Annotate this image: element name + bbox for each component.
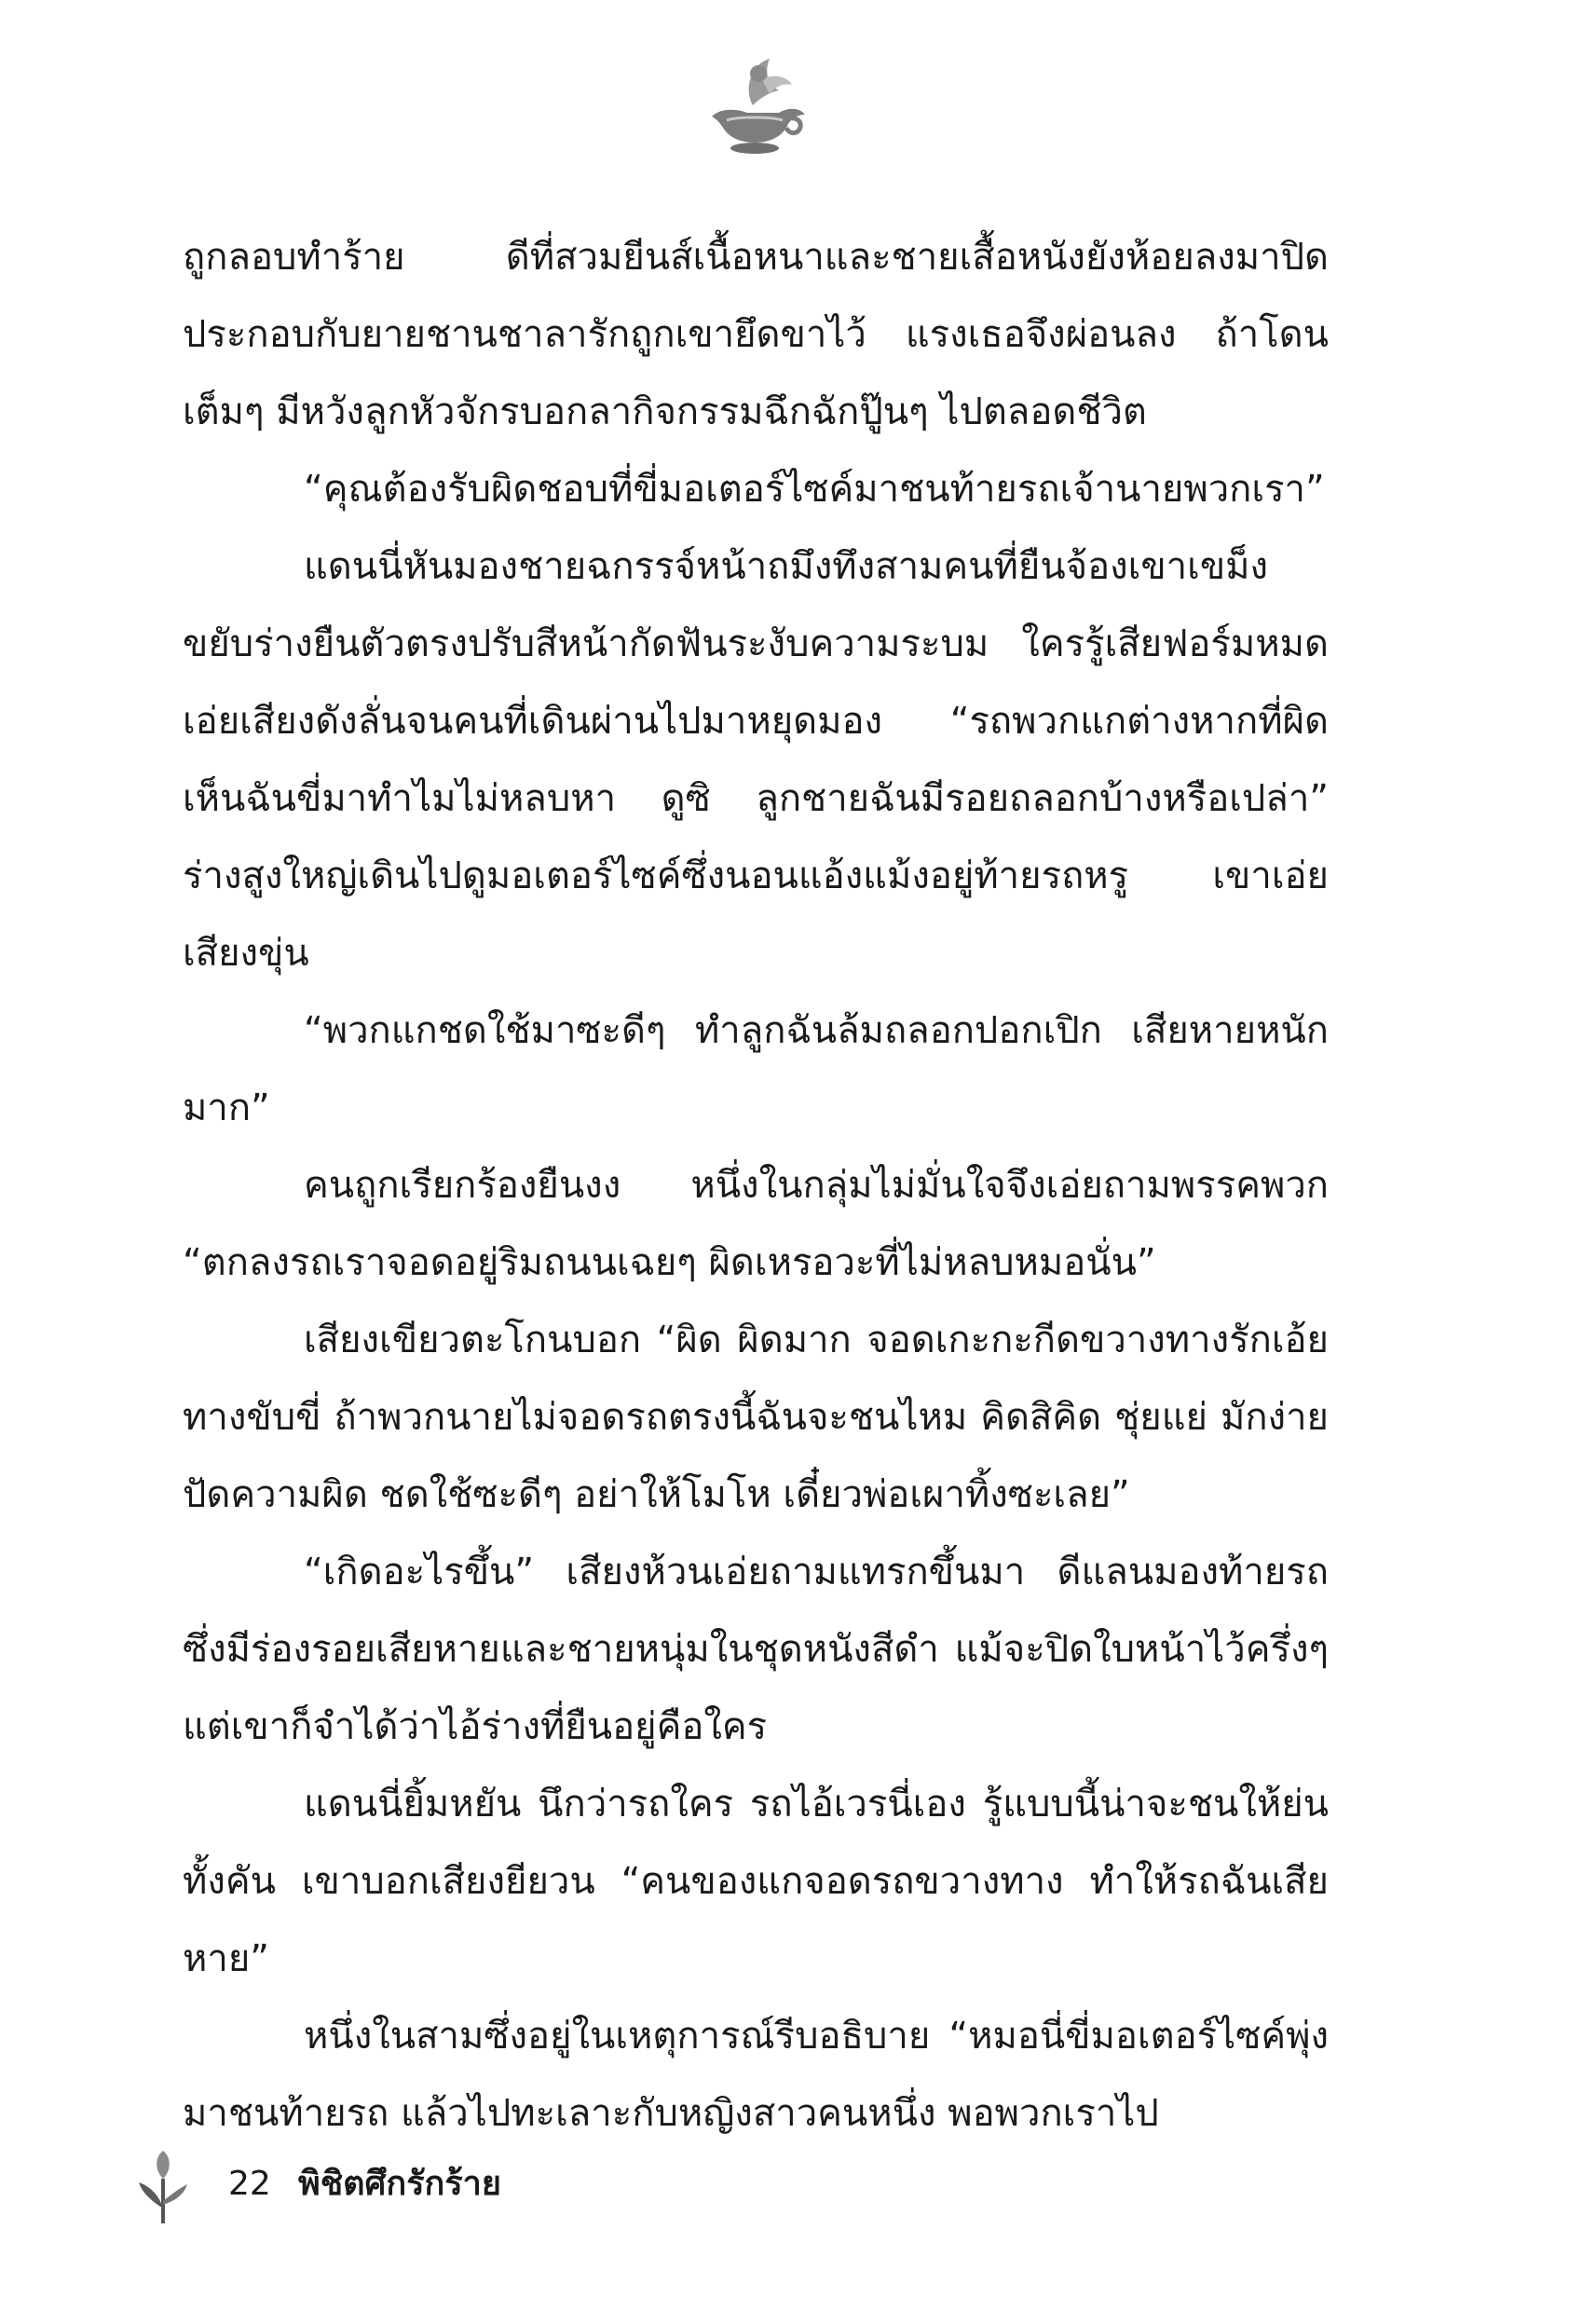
paragraph: แดนนี่ยิ้มหยัน นึกว่ารถใคร รถไอ้เวรนี่เอง รู้แบบนี้น่าจะชนให้ย่นทั้งคัน เขาบอกเสียงยียวน “คนของแกจอดรถขวางทาง ทำให้รถฉันเสียหาย” xyxy=(183,1783,1329,1980)
body-text xyxy=(183,219,1329,2153)
genie-lamp-icon xyxy=(689,51,820,163)
paragraph: เสียงเขียวตะโกนบอก “ผิด ผิดมาก จอดเกะกะกีดขวางทางรักเอ้ย ทางขับขี่ ถ้าพวกนายไม่จอดรถตรงนี้ฉันจะชนไหม คิดสิคิด ชุ่ยแย่ มักง่าย ปัดความผิด ชดใช้ซะดีๆ อย่าให้โมโห เดี๋ยวพ่อเผาทิ้งซะเลย” xyxy=(183,1319,1329,1516)
paragraph: “เกิดอะไรขึ้น” เสียงห้วนเอ่ยถามแทรกขึ้นมา ดีแลนมองท้ายรถซึ่งมีร่องรอยเสียหายและชายหนุ่มในชุดหนังสีดำ แม้จะปิดใบหน้าไว้ครึ่งๆ แต่เขาก็จำได้ว่าไอ้ร่างที่ยืนอยู่คือใคร xyxy=(183,1551,1329,1748)
page-number: 22 xyxy=(228,2165,271,2203)
paragraph: ถูกลอบทำร้าย ดีที่สวมยีนส์เนื้อหนาและชายเสื้อหนังยังห้อยลงมาปิดประกอบกับยายชานชาลารักถูกเขายึดขาไว้ แรงเธอจึงผ่อนลง ถ้าโดนเต็มๆ มีหวังลูกหัวจักรบอกลากิจกรรมฉึกฉักปู๊นๆ ไปตลอดชีวิต xyxy=(183,236,1329,433)
paragraph: “คุณต้องรับผิดชอบที่ขี่มอเตอร์ไซค์มาชนท้ายรถเจ้านายพวกเรา” xyxy=(304,468,1325,511)
paragraph: คนถูกเรียกร้องยืนงง หนึ่งในกลุ่มไม่มั่นใจจึงเอ่ยถามพรรคพวก “ตกลงรถเราจอดอยู่ริมถนนเฉยๆ ผิดเหรอวะที่ไม่หลบหมอนั่น” xyxy=(183,1164,1329,1284)
paragraph: “พวกแกชดใช้มาซะดีๆ ทำลูกฉันล้มถลอกปอกเปิก เสียหายหนักมาก” xyxy=(183,1009,1329,1129)
paragraph: หนึ่งในสามซึ่งอยู่ในเหตุการณ์รีบอธิบาย “หมอนี่ขี่มอเตอร์ไซค์พุ่งมาชนท้ายรถ แล้วไปทะเลาะกับหญิงสาวคนหนึ่ง พอพวกเราไป xyxy=(183,2015,1329,2135)
book-title: พิชิตศึกรักร้าย xyxy=(298,2165,501,2203)
paragraph: แดนนี่หันมองชายฉกรรจ์หน้าถมึงทึงสามคนที่ยืนจ้องเขาเขม็งขยับร่างยืนตัวตรงปรับสีหน้ากัดฟันระงับความระบม ใครรู้เสียฟอร์มหมด เอ่ยเสียงดังลั่นจนคนที่เดินผ่านไปมาหยุดมอง “รถพวกแกต่างหากที่ผิด เห็นฉันขี่มาทำไมไม่หลบหา ดูซิ ลูกชายฉันมีรอยถลอกบ้างหรือเปล่า” ร่างสูงใหญ่เดินไปดูมอเตอร์ไซค์ซึ่งนอนแอ้งแม้งอยู่ท้ายรถหรู เขาเอ่ยเสียงขุ่น xyxy=(183,545,1329,975)
tulip-icon xyxy=(135,2143,191,2227)
page-footer xyxy=(135,2143,694,2227)
